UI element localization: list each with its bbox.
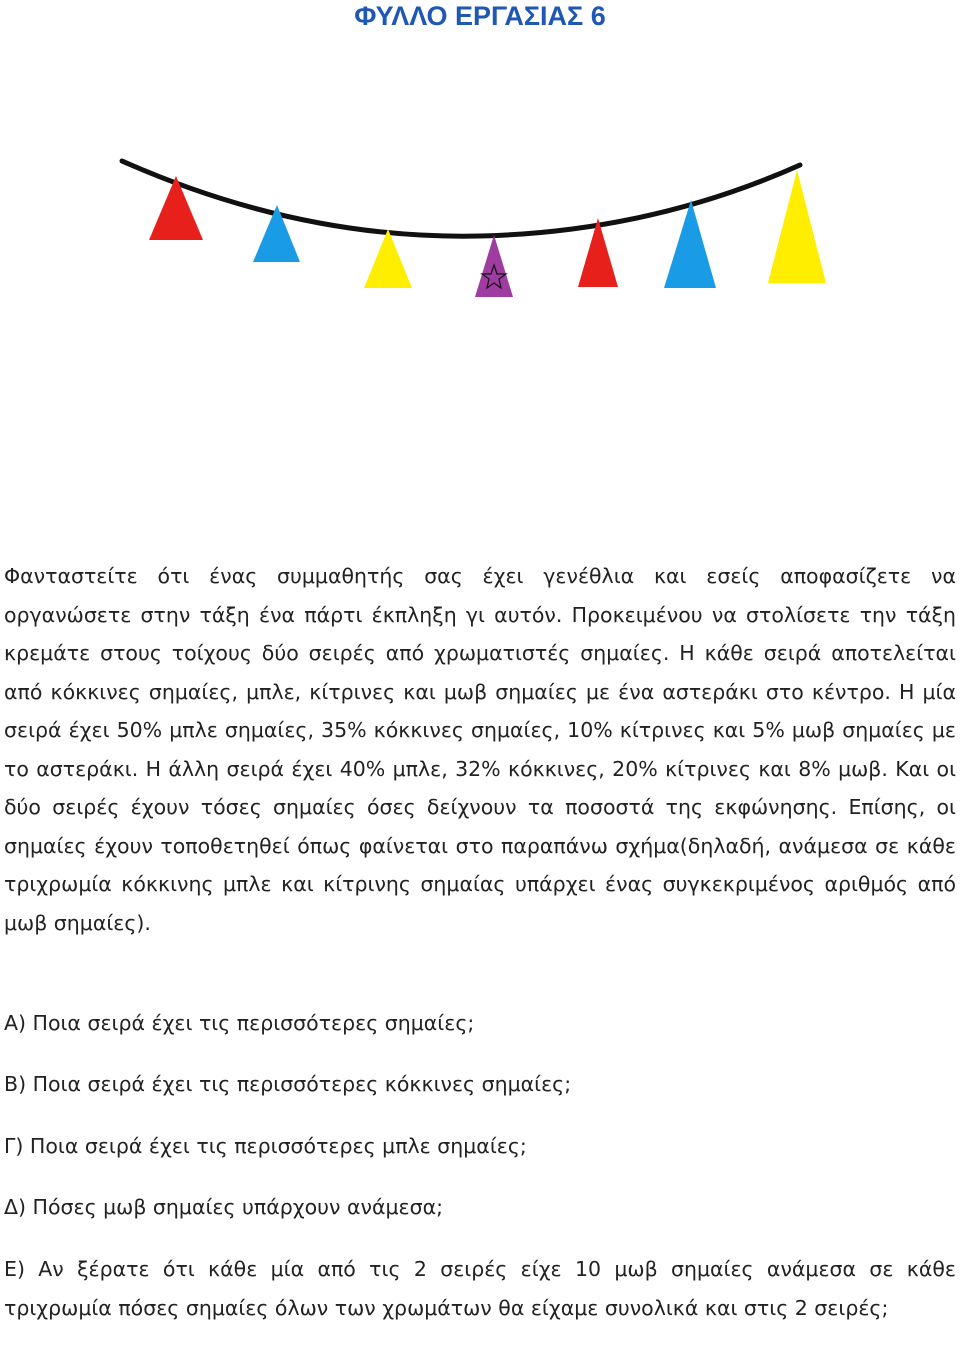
intro-paragraph: Φανταστείτε ότι ένας συμμαθητής σας έχει γενέθλια και εσείς αποφασίζετε να οργανώσετε στην τάξη ένα πάρτι έκπληξη γι αυτόν. Προκειμένου να στολίσετε την τάξη κρεμάτε στους τοίχους δύο σειρές από χρωματιστές σημαίες. Η κάθε σειρά αποτελείται από κόκκινες σημαίες, μπλε, κίτρινες και μωβ σημαίες με ένα αστεράκι στο κέντρο. Η μία σειρά έχει 50% μπλε σημαίες, 35% κόκκινες σημαίες, 10% κίτρινες και 5% μωβ σημαίες με το αστεράκι. Η άλλη σειρά έχει 40% μπλε, 32% κόκκινες, 20% κίτρινες και 8% μωβ. Και οι δύο σειρές έχουν τόσες σημαίες όσες δείχνουν τα ποσοστά της εκφώνησης. Επίσης, οι σημαίες έχουν τοποθετηθεί όπως φαίνεται στο παραπάνω σχήμα(δηλαδή, ανάμεσα σε κάθε τριχρωμία κόκκινης μπλε και κίτρινης σημαίας υπάρχει ένας συγκεκριμένος αριθμός από μωβ σημαίες). (4, 564, 956, 935)
blue-flag (253, 205, 300, 262)
question-d: Δ) Πόσες μωβ σημαίες υπάρχουν ανάμεσα; (4, 1195, 443, 1219)
yellow-flag (364, 229, 412, 288)
blue-flag (664, 200, 716, 288)
flag-garland (0, 140, 960, 310)
yellow-flag (768, 170, 826, 283)
garland-string (122, 161, 800, 236)
page-title: ΦΥΛΛΟ ΕΡΓΑΣΙΑΣ 6 (354, 1, 606, 31)
question-a: Α) Ποια σειρά έχει τις περισσότερες σημαίες; (4, 1011, 475, 1035)
question-c: Γ) Ποια σειρά έχει τις περισσότερες μπλε σημαίες; (4, 1134, 527, 1158)
question-e: Ε) Αν ξέρατε ότι κάθε μία από τις 2 σειρές είχε 10 μωβ σημαίες ανάμεσα σε κάθε τριχρωμία πόσες σημαίες όλων των χρωμάτων θα είχαμε συνολικά και στις 2 σειρές; (4, 1257, 956, 1320)
red-flag (149, 176, 203, 240)
question-b: Β) Ποια σειρά έχει τις περισσότερες κόκκινες σημαίες; (4, 1072, 572, 1096)
